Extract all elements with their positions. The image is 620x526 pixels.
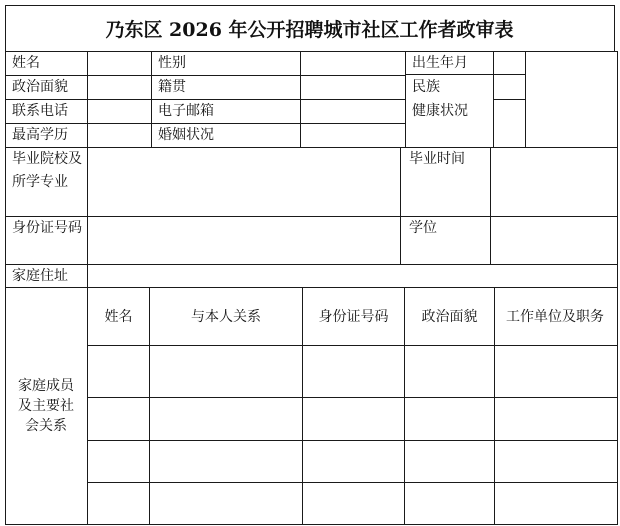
degree-value-cell[interactable] xyxy=(491,217,617,264)
id-number-value-cell[interactable] xyxy=(88,217,400,264)
phone-value-cell[interactable] xyxy=(88,100,151,123)
graduation-time-label: 毕业时间 xyxy=(409,151,465,167)
family-col-header xyxy=(303,288,404,345)
family-row-3-relation[interactable] xyxy=(150,441,302,482)
family-row-4-political-status[interactable] xyxy=(405,483,494,524)
family-col-id-number: 身份证号码 xyxy=(318,308,389,325)
family-row-1-relation[interactable] xyxy=(150,346,302,397)
family-row-2-id-number[interactable] xyxy=(303,398,404,440)
health-label: 健康状况 xyxy=(412,103,468,119)
family-row-4-id-number[interactable] xyxy=(303,483,404,524)
birth-date-label: 出生年月 xyxy=(412,55,468,71)
family-row-3-employer-position[interactable] xyxy=(495,441,617,482)
name-value-cell[interactable] xyxy=(88,52,151,75)
border-line xyxy=(5,5,615,6)
grid-line xyxy=(405,51,406,148)
form-title: 乃东区 2026 年公开招聘城市社区工作者政审表 xyxy=(105,18,514,41)
school-major-label: 毕业院校及所学专业 xyxy=(12,151,82,190)
family-col-employer-position: 工作单位及职务 xyxy=(506,308,604,325)
name-label: 姓名 xyxy=(12,55,40,71)
family-col-name: 姓名 xyxy=(104,308,133,325)
family-row-2-employer-position[interactable] xyxy=(495,398,617,440)
id-number-label: 身份证号码 xyxy=(12,220,82,236)
birth-date-value-cell[interactable] xyxy=(494,52,525,74)
family-row-1-employer-position[interactable] xyxy=(495,346,617,397)
family-col-relation: 与本人关系 xyxy=(191,308,261,325)
health-value-cell[interactable] xyxy=(494,100,525,147)
border-line xyxy=(5,524,618,525)
family-row-2-name[interactable] xyxy=(88,398,149,440)
family-col-header xyxy=(150,288,302,345)
grid-line xyxy=(151,51,152,148)
political-status-label: 政治面貌 xyxy=(12,79,68,95)
address-value-cell[interactable] xyxy=(88,265,617,287)
family-row-3-name[interactable] xyxy=(88,441,149,482)
border-line xyxy=(617,51,618,525)
address-label: 家庭住址 xyxy=(12,268,68,284)
gender-value-cell[interactable] xyxy=(301,52,405,75)
education-label: 最高学历 xyxy=(12,127,68,143)
family-row-3-political-status[interactable] xyxy=(405,441,494,482)
family-col-political-status: 政治面貌 xyxy=(421,308,478,325)
border-line xyxy=(5,5,6,525)
family-col-header xyxy=(405,288,494,345)
family-col-header xyxy=(88,288,149,345)
family-section-label: 家庭成员及主要社会关系 xyxy=(18,378,74,434)
family-row-1-political-status[interactable] xyxy=(405,346,494,397)
phone-label: 联系电话 xyxy=(12,103,68,119)
ethnicity-label: 民族 xyxy=(412,79,440,95)
family-row-1-id-number[interactable] xyxy=(303,346,404,397)
family-row-1-name[interactable] xyxy=(88,346,149,397)
graduation-time-value-cell[interactable] xyxy=(491,148,617,216)
ethnicity-value-cell[interactable] xyxy=(494,75,525,99)
native-place-label: 籍贯 xyxy=(158,79,186,95)
family-section-cell xyxy=(8,288,84,524)
email-label: 电子邮箱 xyxy=(158,103,214,119)
native-place-value-cell[interactable] xyxy=(301,76,405,99)
education-value-cell[interactable] xyxy=(88,124,151,147)
family-row-2-relation[interactable] xyxy=(150,398,302,440)
family-row-4-relation[interactable] xyxy=(150,483,302,524)
family-row-4-name[interactable] xyxy=(88,483,149,524)
family-row-3-id-number[interactable] xyxy=(303,441,404,482)
gender-label: 性别 xyxy=(158,55,186,71)
marital-status-value-cell[interactable] xyxy=(301,124,405,147)
email-value-cell[interactable] xyxy=(301,100,405,123)
border-line xyxy=(614,5,615,51)
family-row-2-political-status[interactable] xyxy=(405,398,494,440)
grid-line xyxy=(400,147,401,265)
family-row-4-employer-position[interactable] xyxy=(495,483,617,524)
marital-status-label: 婚姻状况 xyxy=(158,127,214,143)
photo-cell[interactable] xyxy=(526,52,617,147)
family-col-header xyxy=(497,288,613,345)
degree-label: 学位 xyxy=(409,220,437,236)
school-major-value-cell[interactable] xyxy=(88,148,400,216)
political-status-value-cell[interactable] xyxy=(88,76,151,99)
